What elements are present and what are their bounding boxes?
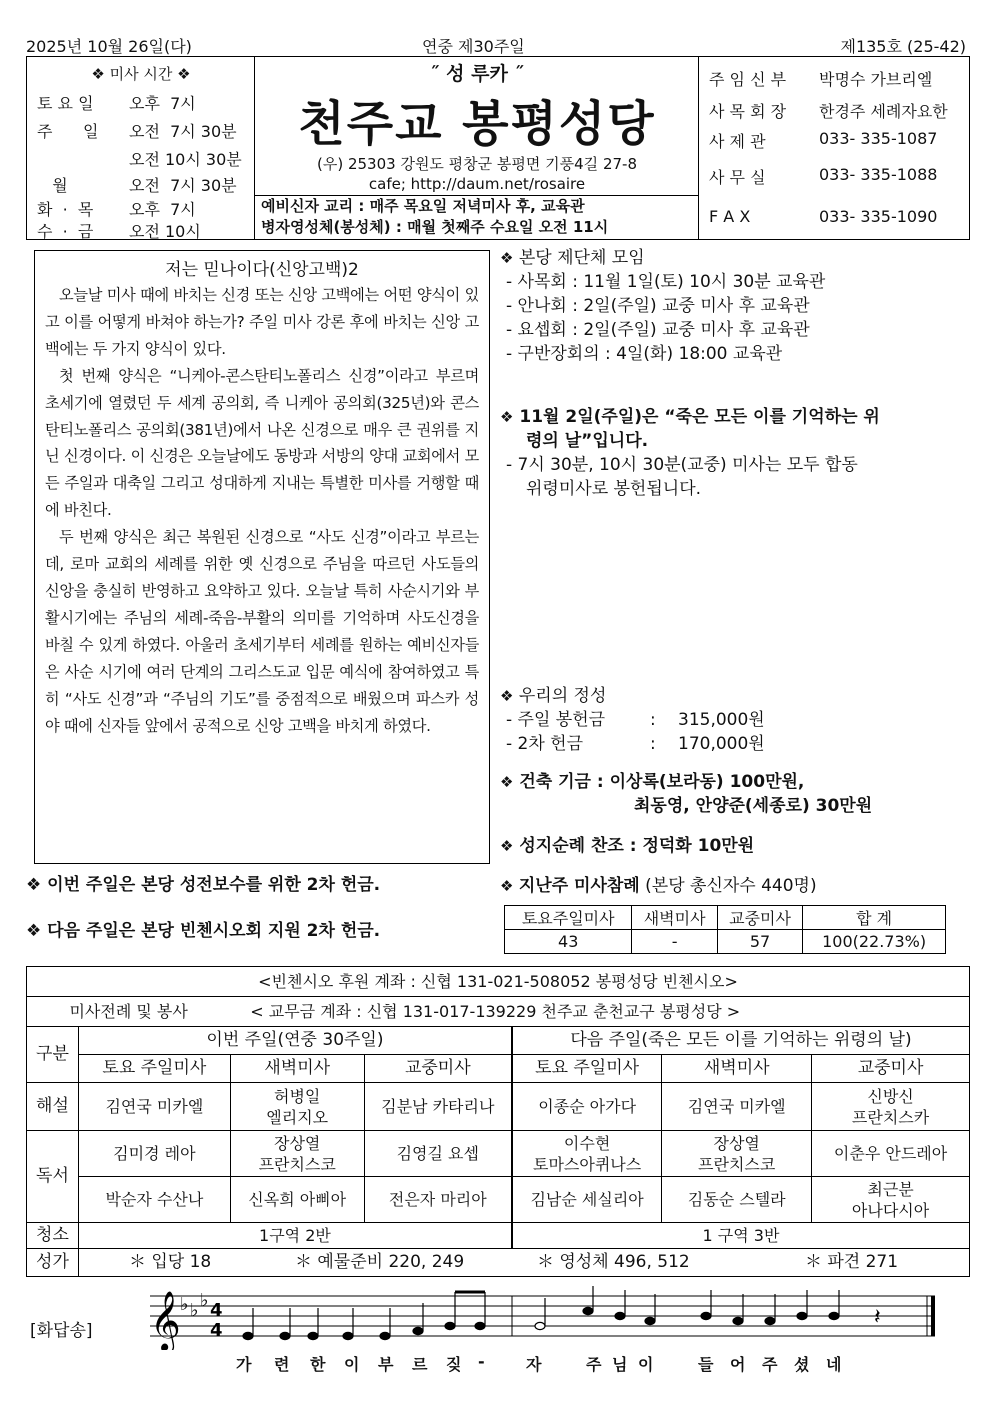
all-souls-detail: - 7시 30분, 10시 30분(교중) 미사는 모두 합동 [506,455,858,475]
groups-item: - 구반장회의 : 4일(화) 18:00 교육관 [506,344,783,364]
table-row: 토요주일미사 새벽미사 교중미사 합 계 [505,906,946,930]
table-row [27,967,970,997]
table-row: 박순자 수산나 신옥희 아삐아 전은자 마리아 김남순 세실리아 김동순 스텔라 최근분 아나다시아 [27,1177,970,1223]
parish-name: 천주교 봉평성당 [298,96,656,152]
hymn-label: 성가 [27,1249,79,1277]
diamond-bullet-icon: ❖ [500,773,514,791]
article-paragraph: 두 번째 양식은 최근 복원된 신경으로 “사도 신경”이라고 부르는데, 로마 교회의 세례를 위한 옛 신경으로 주님을 따르던 사도들의 신앙을 충실히 반영하고 요약하고 있다. 오늘날 특히 사순시기와 부활시기에는 주님의 세례-죽음-부활의 의미를 기억하며 사도신경을 바칠 수 있게 하였다. 아울러 초세기부터 세례를 원하는 예비신자들은 사순 시기에 여러 단계의 그리스도교 입문 예식에 참여하였고 특히 “사도 신경”과 “주님의 기도”를 중점적으로 배웠으며 파스카 성야 때에 신자들 앞에서 공적으로 신앙 고백을 바치게 하였다. [45,528,479,735]
top-bar [26,34,966,56]
table-row: 43 - 57 100(22.73%) [505,930,946,954]
time-signature: 4 [210,1300,223,1321]
contacts-panel: 주 임 신 부 박명수 가브리엘 사 목 회 장 한경주 세례자요한 사 제 관 033- 335-1087 사 무 실 033- 335-1088 F A X 033- 335-1090 [709,70,948,226]
table-row: 청소 1구역 2반 1 구역 3반 [27,1223,970,1249]
article-paragraph: 오늘날 미사 때에 바치는 신경 또는 신앙 고백에는 어떤 양식이 있고 이를 어떻게 바쳐야 하는가? 주일 미사 강론 후에 바치는 신앙 고백에는 두 가지 양식이 있다. [45,286,479,358]
diamond-bullet-icon: ❖ [26,875,42,895]
diamond-bullet-icon: ❖ [500,249,514,267]
hymn-numbers: ＊ 입당 18 ＊ 예물준비 220, 249 ＊ 영성체 496, 512 ＊ 파견 271 [78,1249,969,1277]
table-row [27,1249,970,1277]
diamond-bullet-icon: ❖ [500,837,514,855]
diamond-bullet-icon: ❖ [26,921,42,941]
building-fund-cont: 최동영, 안양준(세종로) 30만원 [634,796,873,816]
pilgrimage-donation: 성지순례 찬조 : 정덕화 10만원 [519,836,755,856]
groups-item: - 안나회 : 2일(주일) 교중 미사 후 교육관 [506,296,810,316]
offering-section [500,684,960,756]
cleaning-label: 청소 [27,1223,79,1249]
treble-clef-icon: 𝄞 [150,1291,181,1350]
attendance-table [504,905,946,954]
all-souls-section [500,405,960,501]
attendance-title: 지난주 미사참례 [518,876,640,896]
music-staff [150,1286,940,1350]
table-row: 해설 김연국 미카엘 허병일 엘리지오 김분남 카타리나 이종순 아가다 김연국 미카엘 신방신 프란치스카 [27,1083,970,1131]
article-title: 저는 믿나이다(신앙고백)2 [165,260,359,280]
offering-title: 우리의 정성 [518,686,607,706]
bulletin-date: 2025년 10월 26일(다) [26,37,192,56]
rest-icon: 𝄽 [874,1305,881,1330]
service-section-label: 미사전례 및 봉사 [27,997,231,1027]
table-row: 독서 김미경 레아 장상열 프란치스코 김영길 요셉 이수현 토마스아퀴나스 장상열 프란치스코 이춘우 안드레아 [27,1131,970,1177]
offering-row: - 주일 봉헌금 : 315,000원 [506,710,765,730]
parish-panel [255,57,699,239]
liturgical-week: 연중 제30주일 [422,37,525,56]
catechism-notice-box [255,195,699,239]
catechism-notice: 예비신자 교리 : 매주 목요일 저녁미사 후, 교육관 [261,197,585,215]
flat-icon: ♭ [180,1294,189,1315]
table-row: 토요 주일미사 새벽미사 교중미사 토요 주일미사 새벽미사 교중미사 [27,1055,970,1083]
groups-section [500,246,960,366]
attendance-section [500,874,960,898]
psalm-label: [화답송] [30,1321,93,1341]
header-box [26,56,970,240]
mass-times-title: ❖ 미사 시간 ❖ [91,65,191,83]
groups-item: - 사목회 : 11월 1일(토) 10시 30분 교육관 [506,272,826,292]
patron-saint: ˝ 성 루카 ˝ [430,63,524,85]
mass-times-panel: ❖ 미사 시간 ❖ 토 요 일 오후 7시 주 일 오전 7시 30분 오전 10시 30분 월 오전 7시 30분 화 · 목 오후 7시 수 · 금 오전 10시 [27,57,255,239]
attendance-note: (본당 총신자수 440명) [645,876,817,896]
parish-address: (우) 25303 강원도 평창군 봉평면 기풍4길 27-8 [317,155,637,173]
this-week-header: 이번 주일(연중 30주일) [78,1027,512,1055]
groups-title: 본당 제단체 모임 [518,248,645,268]
next-week-header: 다음 주일(죽은 모든 이를 기억하는 위령의 날) [512,1027,970,1055]
diamond-bullet-icon: ❖ [500,408,514,426]
flat-icon: ♭ [200,1290,209,1311]
building-fund: 건축 기금 : 이상록(보라동) 100만원, [519,772,805,792]
groups-item: - 요셉회 : 2일(주일) 교중 미사 후 교육관 [506,320,810,340]
time-signature: 4 [210,1320,223,1341]
flat-icon: ♭ [190,1300,199,1321]
parish-cafe-link[interactable]: cafe; http://daum.net/rosaire [368,175,586,193]
building-fund-section [500,770,960,818]
diamond-bullet-icon: ❖ [500,877,514,895]
commentary-label: 해설 [27,1083,79,1131]
table-row [27,997,970,1027]
offering-row: - 2차 헌금 : 170,000원 [506,734,765,754]
tithe-account: < 교무금 계좌 : 신협 131-017-139229 천주교 춘천교구 봉평성당 > [230,997,969,1027]
creed-article [34,250,490,864]
second-collection-note: ❖ 이번 주일은 본당 성전보수를 위한 2차 헌금. [26,875,381,895]
category-label: 구분 [27,1027,79,1083]
issue-number: 제135호 (25-42) [840,37,966,56]
pilgrimage-section [500,834,960,858]
diamond-bullet-icon: ❖ [500,687,514,705]
all-souls-detail: 위령미사로 봉헌됩니다. [526,479,702,499]
table-row [27,1027,970,1055]
all-souls-title: 11월 2일(주일)은 “죽은 모든 이를 기억하는 위 [519,407,880,427]
sick-communion-notice: 병자영성체(봉성체) : 매월 첫째주 수요일 오전 11시 [261,218,609,236]
article-paragraph: 첫 번째 양식은 “니케아-콘스탄티노폴리스 신경”이라고 부르며 초세기에 열렸던 두 세계 공의회, 즉 니케아 공의회(325년)와 콘스탄티노폴리스 공의회(381년)에서 나온 신경으로 매우 큰 권위를 지닌 신경이다. 이 신경은 오늘날에도 동방과 서방의 양대 교회에서 모든 주일과 대축일 그리고 성대하게 지내는 특별한 미사를 거행할 때에 바친다. [45,366,479,520]
all-souls-title-cont: 령의 날”입니다. [526,431,649,451]
second-collection-note: ❖ 다음 주일은 본당 빈첸시오회 지원 2차 헌금. [26,921,381,941]
reader-label: 독서 [27,1131,79,1223]
service-table [26,966,970,1277]
vincent-account: <빈첸시오 후원 계좌 : 신협 131-021-508052 봉평성당 빈첸시오> [27,967,970,997]
